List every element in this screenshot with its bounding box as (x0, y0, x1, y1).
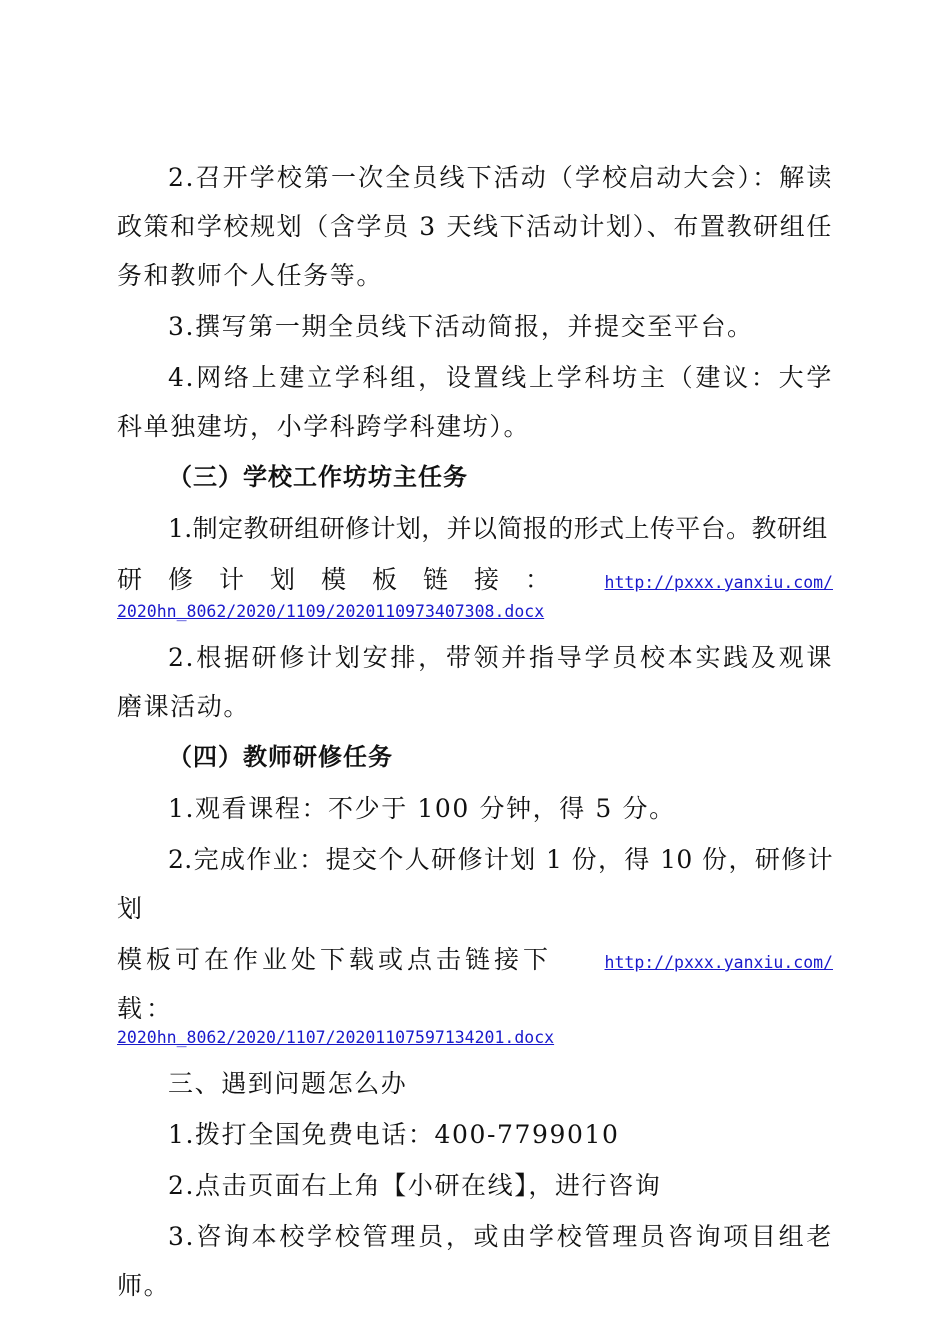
section-heading-problems: 三、遇到问题怎么办 (168, 1069, 408, 1098)
paragraph-lead-practice: 2.根据研修计划安排，带领并指导学员校本实践及观课磨课活动。 (117, 643, 833, 721)
paragraph-research-plan (117, 504, 833, 553)
research-plan-link-label: 研修计划模板链接： (117, 565, 577, 594)
paragraph-homework-text: 2.完成作业：提交个人研修计划 1 份，得 10 份，研修计划 (117, 845, 833, 923)
homework-link-part2[interactable]: 2020hn_8062/2020/1107/20201107597134201.docx (117, 1028, 555, 1047)
homework-link-part1[interactable]: http://pxxx.yanxiu.com/ (604, 953, 833, 972)
paragraph-create-subject-groups: 4.网络上建立学科组，设置线上学科坊主（建议：大学科单独建坊，小学科跨学科建坊）。 (117, 363, 833, 441)
paragraph-research-plan-text: 1.制定教研组研修计划，并以简报的形式上传平台。教研组 (168, 514, 828, 543)
paragraph-write-briefing: 3.撰写第一期全员线下活动简报，并提交至平台。 (168, 312, 754, 341)
section-heading-teacher-tasks: （四）教师研修任务 (168, 743, 393, 771)
paragraph-watch-courses: 1.观看课程：不少于 100 分钟，得 5 分。 (168, 794, 676, 823)
document-body (117, 153, 833, 1312)
research-plan-link-part1[interactable]: http://pxxx.yanxiu.com/ (604, 573, 833, 592)
paragraph-online-help: 2.点击页面右上角【小研在线】，进行咨询 (168, 1171, 662, 1200)
homework-link-row (117, 935, 833, 1033)
paragraph-hotline: 1.拨打全国免费电话：400-7799010 (168, 1120, 620, 1149)
section-heading-workshop-host-tasks: （三）学校工作坊坊主任务 (168, 463, 468, 491)
paragraph-kickoff-meeting: 2.召开学校第一次全员线下活动（学校启动大会）：解读政策和学校规划（含学员 3 天线下活动计划）、布置教研组任务和教师个人任务等。 (117, 163, 833, 290)
homework-link-label: 模板可在作业处下载或点击链接下载： (117, 945, 553, 1023)
paragraph-homework (117, 835, 833, 933)
research-plan-link-part2[interactable]: 2020hn_8062/2020/1109/2020110973407308.docx (117, 602, 545, 621)
paragraph-ask-admin: 3.咨询本校学校管理员，或由学校管理员咨询项目组老师。 (117, 1222, 833, 1300)
